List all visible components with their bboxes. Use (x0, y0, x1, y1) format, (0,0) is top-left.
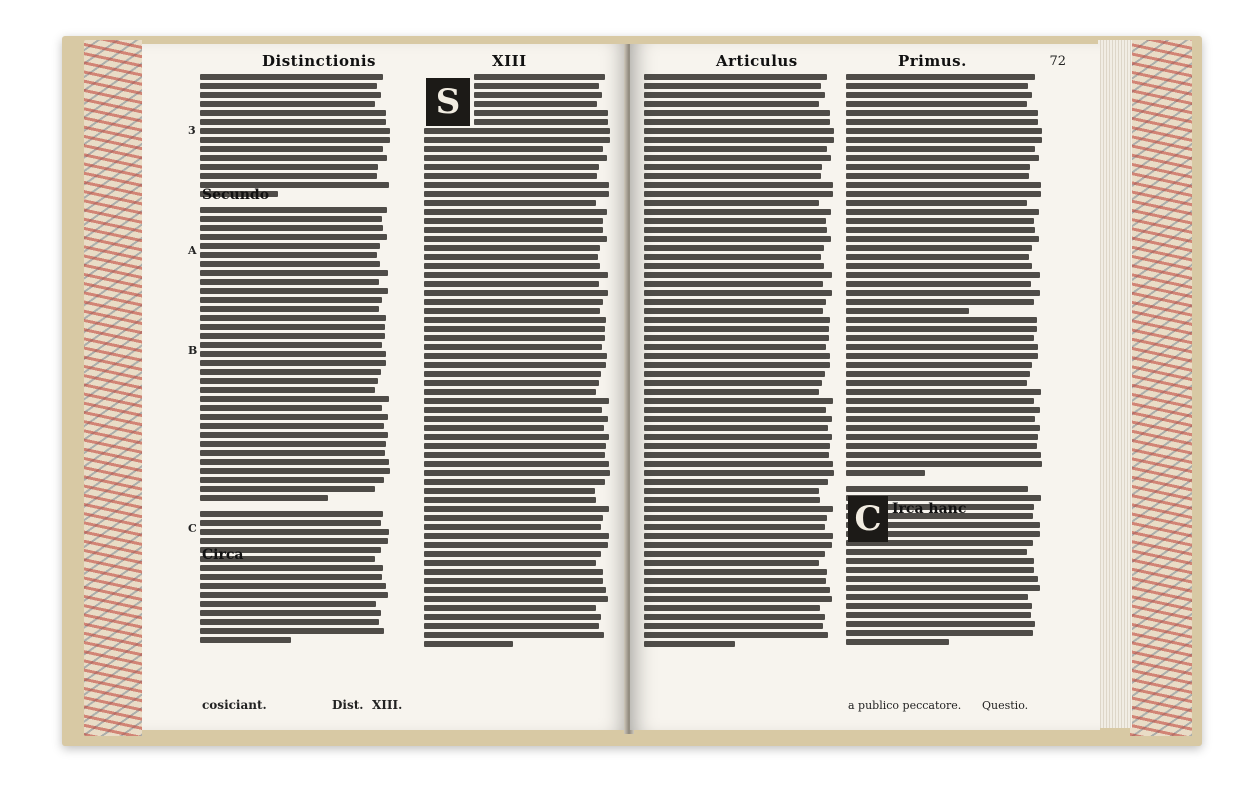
text-line (424, 236, 607, 242)
text-line (846, 434, 1038, 440)
text-line (644, 470, 834, 476)
text-line (644, 389, 819, 395)
text-line (644, 155, 831, 161)
text-line (846, 155, 1039, 161)
margin-note: C (188, 522, 197, 535)
text-line (200, 637, 291, 643)
text-line (644, 74, 827, 80)
text-line (644, 137, 834, 143)
text-line (846, 173, 1029, 179)
text-line (644, 542, 832, 548)
text-line (644, 515, 827, 521)
text-line (846, 146, 1035, 152)
text-line (846, 558, 1034, 564)
text-line (644, 200, 819, 206)
text-line (846, 317, 1037, 323)
text-line (200, 592, 388, 598)
left-column-2 (424, 74, 610, 684)
text-line (644, 416, 832, 422)
text-line (424, 227, 603, 233)
text-line (424, 506, 609, 512)
text-line (424, 470, 610, 476)
text-line (200, 360, 386, 366)
text-line (644, 623, 823, 629)
text-line (644, 497, 820, 503)
decorated-initial-c (848, 496, 888, 542)
text-line (200, 405, 382, 411)
text-line (200, 511, 383, 517)
heading-circa: Circa (202, 547, 244, 563)
decorated-initial-s (426, 78, 470, 126)
text-line (424, 182, 609, 188)
text-line (200, 101, 375, 107)
text-line (200, 450, 385, 456)
text-line (424, 479, 605, 485)
text-line (200, 110, 386, 116)
text-line (846, 452, 1041, 458)
text-line (200, 146, 383, 152)
text-line (846, 326, 1037, 332)
text-line (644, 272, 832, 278)
text-line (644, 173, 821, 179)
text-line (424, 488, 595, 494)
text-line (200, 486, 375, 492)
text-line (424, 299, 603, 305)
text-line (846, 164, 1030, 170)
text-line (644, 578, 826, 584)
text-line (424, 497, 596, 503)
text-line (846, 137, 1042, 143)
text-line (424, 308, 600, 314)
text-line (200, 216, 382, 222)
text-line (846, 308, 969, 314)
left-footer-left: cosiciant. (202, 698, 267, 712)
right-column-1 (644, 74, 834, 684)
text-line (644, 560, 819, 566)
text-line (474, 101, 597, 107)
text-line (846, 407, 1040, 413)
text-line (644, 326, 829, 332)
text-line (424, 389, 596, 395)
right-column-2 (846, 74, 1042, 684)
text-line (846, 254, 1029, 260)
text-line (644, 101, 819, 107)
text-line (200, 279, 379, 285)
text-line (644, 119, 830, 125)
text-line (424, 587, 606, 593)
text-line (644, 344, 826, 350)
text-line (200, 529, 389, 535)
text-line (644, 209, 831, 215)
text-line (200, 378, 378, 384)
text-line (200, 333, 385, 339)
right-page-stack (1098, 40, 1132, 728)
heading-secundo: Secundo (202, 187, 270, 203)
text-line (846, 567, 1034, 573)
text-line (200, 342, 382, 348)
text-line (200, 128, 390, 134)
text-line (644, 434, 832, 440)
text-line (200, 520, 381, 526)
text-line (644, 281, 823, 287)
text-line (474, 83, 599, 89)
text-line (846, 549, 1027, 555)
text-line (200, 468, 390, 474)
text-line (846, 639, 949, 645)
text-line (846, 263, 1032, 269)
text-line (846, 585, 1040, 591)
text-line (846, 74, 1035, 80)
text-line (846, 128, 1042, 134)
left-running-head-numeral: XIII (492, 52, 527, 70)
text-line (200, 74, 383, 80)
text-line (846, 92, 1032, 98)
text-line (424, 524, 601, 530)
margin-note: B (188, 344, 198, 357)
text-line (200, 252, 377, 258)
text-line (846, 621, 1035, 627)
text-line (200, 288, 388, 294)
heading-irca-hanc: Irca hanc (892, 501, 967, 517)
text-line (644, 317, 830, 323)
text-line (424, 317, 606, 323)
right-footer-text: a publico peccatore. (848, 699, 962, 712)
text-line (644, 335, 829, 341)
text-line (644, 146, 827, 152)
text-line (424, 209, 607, 215)
text-line (846, 380, 1027, 386)
text-line (644, 596, 832, 602)
text-line (424, 326, 605, 332)
left-column-1 (200, 74, 390, 684)
text-line (200, 574, 382, 580)
text-line (200, 315, 386, 321)
text-line (846, 479, 1042, 483)
text-line (424, 623, 599, 629)
text-line (200, 351, 386, 357)
text-line (846, 486, 1028, 492)
text-line (424, 425, 604, 431)
left-footer-right: XIII. (372, 698, 403, 712)
text-line (846, 371, 1030, 377)
text-line (200, 504, 390, 508)
text-line (644, 290, 832, 296)
text-line (200, 234, 387, 240)
text-line (424, 596, 608, 602)
text-line (644, 254, 821, 260)
text-line (644, 164, 822, 170)
text-line (846, 362, 1032, 368)
text-line (644, 245, 824, 251)
text-line (424, 254, 598, 260)
text-line (424, 551, 601, 557)
text-line (846, 101, 1027, 107)
text-line (424, 605, 596, 611)
text-line (200, 207, 387, 213)
text-line (644, 452, 829, 458)
text-line (200, 173, 377, 179)
text-line (644, 488, 819, 494)
text-line (424, 560, 596, 566)
text-line (200, 477, 384, 483)
text-line (644, 227, 827, 233)
text-line (200, 137, 390, 143)
text-line (644, 362, 830, 368)
text-line (644, 632, 828, 638)
text-line (846, 110, 1038, 116)
text-line (200, 396, 389, 402)
text-line (200, 119, 386, 125)
text-line (474, 119, 608, 125)
text-line (200, 83, 377, 89)
text-line (200, 414, 388, 420)
text-line (200, 387, 375, 393)
text-line (644, 506, 833, 512)
text-line (846, 335, 1034, 341)
text-line (846, 200, 1027, 206)
text-line (474, 74, 605, 80)
text-line (846, 594, 1028, 600)
text-line (200, 324, 385, 330)
text-line (424, 200, 596, 206)
left-page (142, 44, 628, 730)
text-line (846, 281, 1031, 287)
text-line (846, 389, 1041, 395)
right-page-edges (1130, 40, 1192, 736)
text-line (644, 569, 827, 575)
text-line (644, 371, 825, 377)
right-footer-questio: Questio. (982, 699, 1029, 712)
text-line (644, 83, 821, 89)
text-line (846, 236, 1039, 242)
text-line (424, 461, 609, 467)
text-line (200, 459, 389, 465)
text-line (644, 479, 828, 485)
text-line (846, 425, 1040, 431)
text-line (846, 227, 1035, 233)
margin-note: 3 (188, 124, 196, 137)
text-line (424, 263, 600, 269)
right-running-head: Articulus (716, 52, 798, 70)
text-line (424, 578, 603, 584)
text-line (846, 353, 1038, 359)
text-line (644, 533, 833, 539)
text-line (846, 290, 1040, 296)
right-running-head-primus: Primus. (898, 52, 967, 70)
text-line (424, 569, 603, 575)
text-line (200, 306, 379, 312)
text-line (846, 470, 925, 476)
text-line (424, 146, 603, 152)
text-line (424, 416, 608, 422)
text-line (644, 191, 833, 197)
text-line (424, 290, 608, 296)
text-line (644, 299, 826, 305)
text-line (424, 173, 597, 179)
text-line (644, 182, 833, 188)
text-line (424, 452, 605, 458)
text-line (846, 630, 1033, 636)
text-line (424, 614, 601, 620)
text-line (200, 92, 381, 98)
text-line (644, 218, 826, 224)
text-line (424, 641, 513, 647)
text-line (424, 542, 608, 548)
text-line (200, 601, 376, 607)
text-line (200, 155, 387, 161)
text-line (846, 576, 1038, 582)
text-line (474, 110, 608, 116)
text-line (644, 263, 824, 269)
text-line (200, 495, 328, 501)
text-line (846, 119, 1038, 125)
text-line (846, 83, 1028, 89)
text-line (424, 434, 609, 440)
left-page-edges (84, 40, 142, 736)
text-line (200, 583, 386, 589)
text-line (424, 272, 608, 278)
text-line (644, 605, 820, 611)
text-line (846, 344, 1038, 350)
left-footer-center: Dist. (332, 698, 364, 712)
text-line (644, 551, 825, 557)
text-line (846, 191, 1041, 197)
text-line (846, 461, 1042, 467)
text-line (200, 297, 382, 303)
text-line (846, 416, 1035, 422)
text-line (424, 281, 599, 287)
text-line (200, 628, 384, 634)
text-line (424, 632, 604, 638)
text-line (200, 565, 383, 571)
text-line (200, 369, 381, 375)
text-line (644, 407, 826, 413)
text-line (644, 92, 825, 98)
text-line (644, 398, 833, 404)
text-line (200, 441, 386, 447)
text-line (644, 236, 831, 242)
left-running-head: Distinctionis (262, 52, 376, 70)
text-line (846, 182, 1041, 188)
text-line (200, 261, 380, 267)
text-line (424, 245, 600, 251)
text-line (644, 380, 822, 386)
text-line (644, 110, 830, 116)
text-line (424, 218, 603, 224)
text-line (200, 423, 384, 429)
text-line (200, 610, 381, 616)
text-line (200, 243, 380, 249)
text-line (644, 461, 833, 467)
text-line (424, 380, 599, 386)
text-line (424, 191, 609, 197)
margin-note: A (188, 244, 197, 257)
text-line (424, 137, 610, 143)
text-line (200, 225, 383, 231)
text-line (846, 299, 1034, 305)
text-line (200, 164, 378, 170)
initial-letter-c: C (854, 499, 882, 539)
text-line (644, 641, 735, 647)
text-line (846, 209, 1039, 215)
text-line (474, 92, 602, 98)
text-line (846, 443, 1037, 449)
folio-number: 72 (1049, 54, 1066, 69)
text-line (424, 164, 599, 170)
text-line (846, 603, 1032, 609)
text-line (424, 128, 610, 134)
text-line (424, 155, 607, 161)
text-line (200, 619, 379, 625)
text-line (424, 533, 609, 539)
text-line (424, 407, 602, 413)
text-line (644, 128, 834, 134)
text-line (424, 335, 605, 341)
text-line (644, 587, 830, 593)
text-line (424, 371, 601, 377)
text-line (644, 353, 830, 359)
text-line (644, 524, 825, 530)
text-line (424, 398, 609, 404)
text-line (644, 308, 823, 314)
text-line (200, 270, 388, 276)
text-line (846, 398, 1034, 404)
initial-letter-s: S (435, 82, 461, 122)
text-line (424, 362, 606, 368)
text-line (424, 515, 603, 521)
text-line (200, 432, 388, 438)
text-line (846, 245, 1032, 251)
text-line (846, 218, 1034, 224)
text-line (424, 353, 607, 359)
text-line (644, 614, 825, 620)
text-line (200, 538, 388, 544)
text-line (846, 612, 1031, 618)
text-line (644, 425, 828, 431)
text-line (424, 443, 606, 449)
right-page (630, 44, 1100, 730)
text-line (424, 344, 602, 350)
text-line (846, 272, 1040, 278)
text-line (644, 443, 830, 449)
